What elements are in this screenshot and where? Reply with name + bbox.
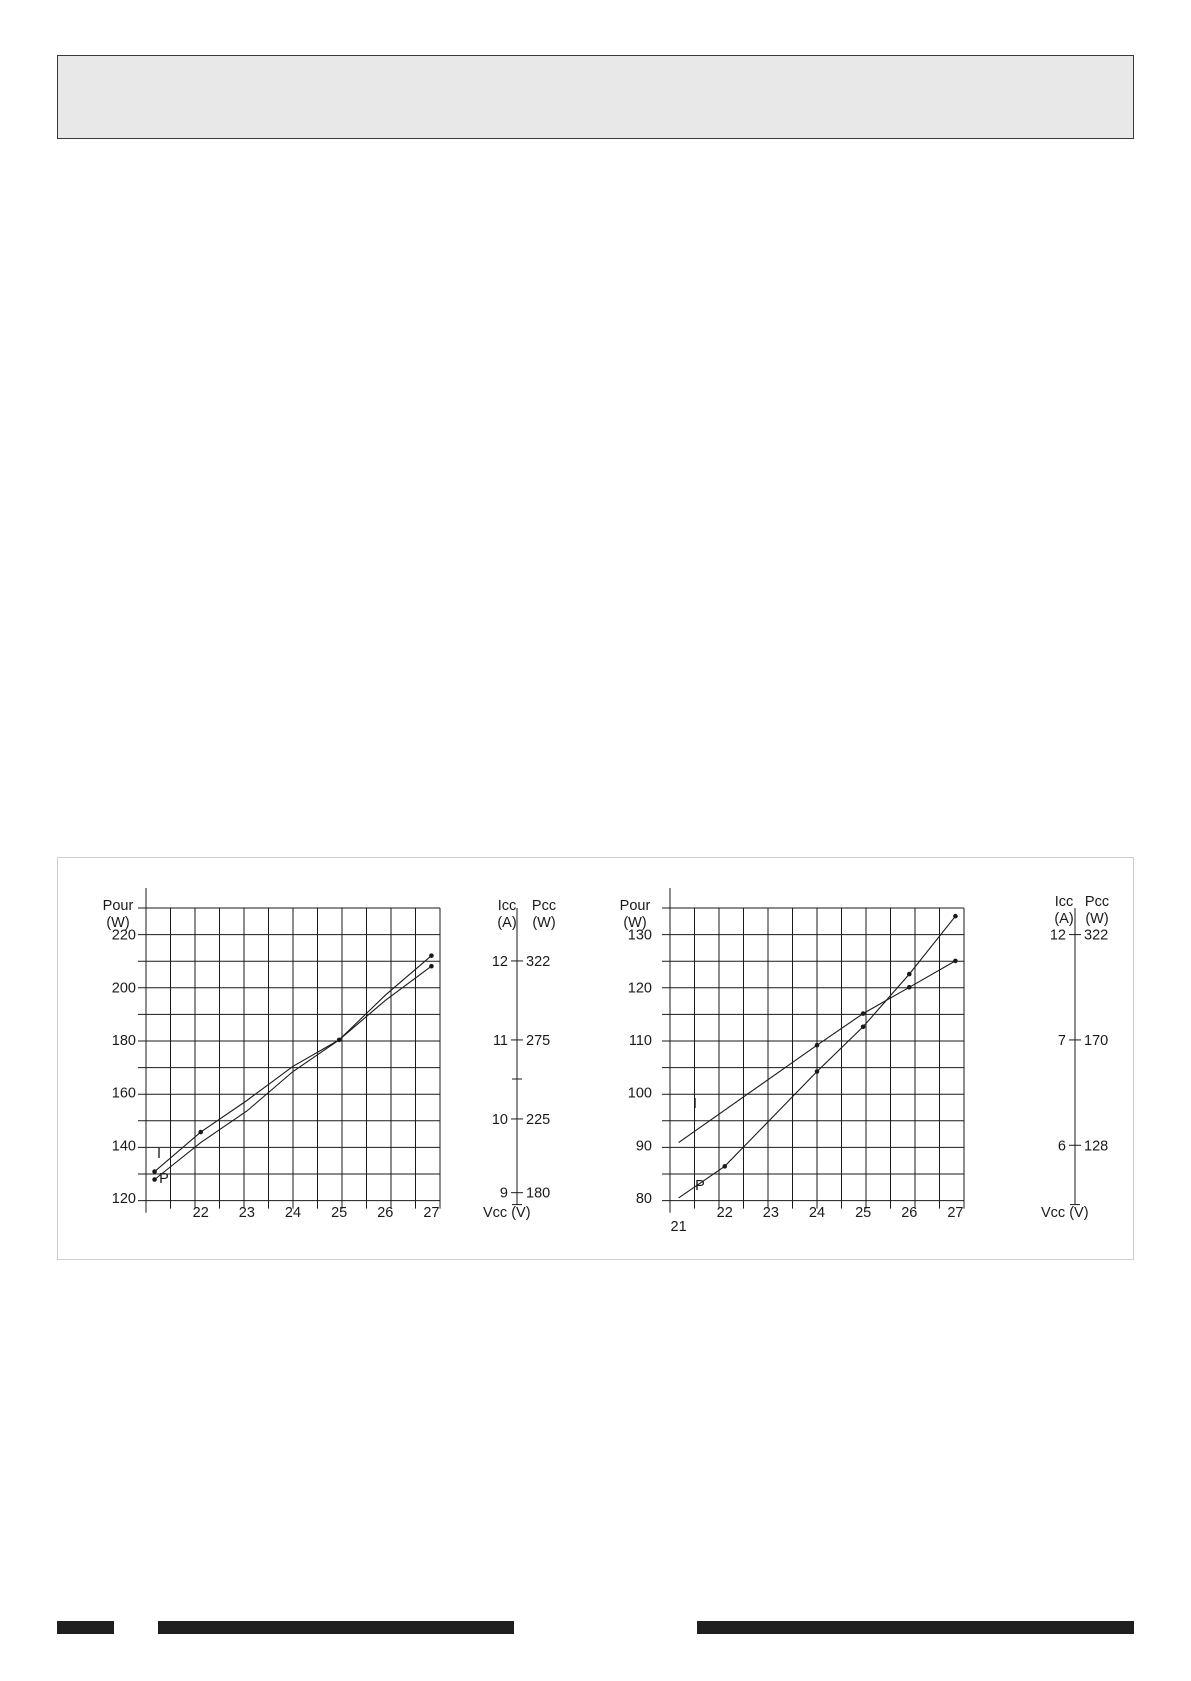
pcc-axis-label: Pcc (1084, 894, 1110, 910)
pcc-tick-label: 180 (526, 1185, 551, 1202)
y-axis-unit: (W) (623, 915, 647, 931)
x-tick-label: 27 (423, 1205, 440, 1221)
footer-bar-right (697, 1621, 1134, 1634)
y-tick-label: 100 (627, 1085, 652, 1102)
icc-tick-label: 10 (491, 1111, 508, 1128)
y-axis-unit: (W) (106, 915, 130, 931)
x-tick-label: 23 (238, 1205, 255, 1221)
x-tick-label: 22 (192, 1205, 209, 1221)
pcc-tick-label: 225 (526, 1111, 551, 1128)
y-tick-label: 180 (111, 1032, 136, 1049)
y-tick-label: 80 (635, 1190, 652, 1207)
series-label-I: I (692, 1096, 698, 1112)
pcc-axis-unit: (W) (1085, 911, 1109, 927)
data-point-P (722, 1164, 727, 1169)
icc-axis-label: Icc (497, 898, 517, 914)
x-tick-label: 27 (947, 1205, 964, 1221)
y-tick-label: 90 (635, 1138, 652, 1155)
header-box (57, 55, 1134, 139)
series-label-P: P (159, 1171, 169, 1187)
footer-bar-left (57, 1621, 114, 1634)
x-tick-label: 25 (331, 1205, 348, 1221)
figure-panel (57, 857, 1134, 1260)
series-label-P: P (695, 1178, 705, 1194)
y-tick-label: 220 (111, 927, 136, 944)
data-point-P (907, 972, 912, 977)
data-point-P (429, 953, 434, 958)
pcc-axis-label: Pcc (531, 898, 557, 914)
icc-tick-label: 12 (1049, 927, 1066, 944)
x-tick-label: 22 (716, 1205, 733, 1221)
pcc-axis-unit: (W) (532, 915, 556, 931)
x-axis-label: Vcc (V) (483, 1205, 531, 1221)
icc-tick-label: 6 (1057, 1138, 1066, 1155)
data-point-P (861, 1024, 866, 1029)
data-point-I (953, 959, 958, 964)
data-point-I (815, 1043, 820, 1048)
chart-left (58, 858, 596, 1259)
pcc-tick-label: 128 (1084, 1138, 1109, 1155)
x-tick-label: 25 (855, 1205, 872, 1221)
y-tick-label: 200 (111, 980, 136, 997)
y-axis-label: Pour (102, 898, 134, 914)
data-point-I (152, 1169, 157, 1174)
pcc-tick-label: 170 (1084, 1032, 1109, 1049)
footer-bar-center (158, 1621, 514, 1634)
y-tick-label: 160 (111, 1085, 136, 1102)
y-axis-label: Pour (619, 898, 651, 914)
icc-axis-unit: (A) (1054, 911, 1074, 927)
x-tick-label: 24 (808, 1205, 826, 1221)
icc-tick-label: 7 (1057, 1032, 1066, 1049)
pcc-tick-label: 275 (526, 1032, 551, 1049)
icc-axis-label: Icc (1054, 894, 1074, 910)
data-point-I (907, 985, 912, 990)
icc-tick-label: 11 (492, 1032, 508, 1049)
y-tick-label: 120 (627, 980, 652, 997)
chart-right (596, 858, 1133, 1259)
x-axis-label: Vcc (V) (1041, 1205, 1089, 1221)
y-tick-label: 130 (627, 927, 652, 944)
data-point-P (815, 1069, 820, 1074)
icc-tick-label: 9 (499, 1185, 508, 1202)
series-label-I: I (156, 1146, 162, 1162)
x-origin-label: 21 (670, 1219, 687, 1235)
data-point-I (337, 1038, 342, 1043)
data-point-I (861, 1011, 866, 1016)
data-point-P (152, 1177, 157, 1182)
y-tick-label: 140 (111, 1138, 136, 1155)
y-tick-label: 110 (628, 1032, 652, 1049)
x-tick-label: 26 (901, 1205, 918, 1221)
data-point-I (429, 964, 434, 969)
x-tick-label: 23 (762, 1205, 779, 1221)
icc-axis-unit: (A) (497, 915, 517, 931)
y-tick-label: 120 (111, 1190, 136, 1207)
data-point-I (198, 1130, 203, 1135)
data-point-P (953, 914, 958, 919)
pcc-tick-label: 322 (1084, 927, 1109, 944)
x-tick-label: 26 (377, 1205, 394, 1221)
icc-tick-label: 12 (491, 953, 508, 970)
pcc-tick-label: 322 (526, 953, 551, 970)
x-tick-label: 24 (284, 1205, 302, 1221)
